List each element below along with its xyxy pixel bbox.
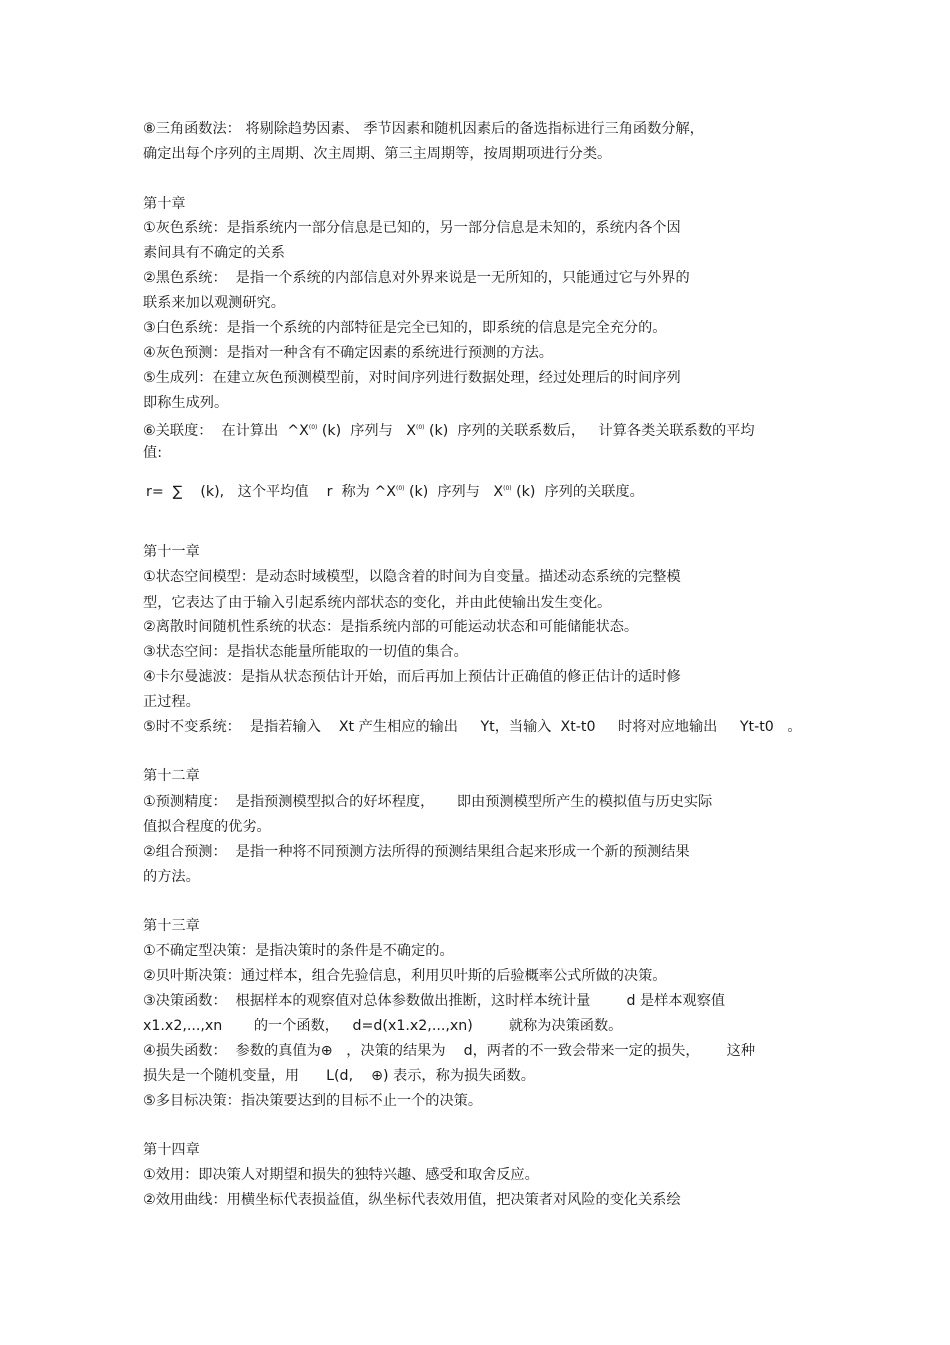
text-fragment: r= ∑ (k), 这个平均值 r 称为 ^X	[146, 484, 396, 500]
text-line: ⑧三角函数法： 将剔除趋势因素、 季节因素和随机因素后的备选指标进行三角函数分解，	[143, 121, 704, 137]
text-line: ③状态空间：是指状态能量所能取的一切值的集合。	[143, 644, 468, 660]
relevance-definition-line	[143, 419, 755, 440]
text-line: 损失是一个随机变量，用 L(d, ⊕) 表示，称为损失函数。	[143, 1068, 535, 1084]
text-line: x1.x2,...,xn 的一个函数， d=d(x1.x2,...,xn) 就称为决策函数。	[143, 1018, 623, 1034]
text-fragment: ⑥关联度： 在计算出 ^X	[143, 423, 309, 439]
text-line: ④损失函数： 参数的真值为⊕ ，决策的结果为 d，两者的不一致会带来一定的损失， 这种	[143, 1043, 756, 1059]
text-line: 值:	[143, 445, 162, 461]
text-line: ①不确定型决策：是指决策时的条件是不确定的。	[143, 943, 454, 959]
text-line: ⑤时不变系统： 是指若输入 Xt 产生相应的输出 Yt，当输入 Xt-t0 时将对应地输出 Yt-t0 。	[143, 719, 802, 735]
text-line: ②贝叶斯决策：通过样本，组合先验信息，利用贝叶斯的后验概率公式所做的决策。	[143, 968, 667, 984]
text-line: ④卡尔曼滤波：是指从状态预估计开始，而后再加上预估计正确值的修正估计的适时修	[143, 669, 681, 685]
text-line: ②效用曲线：用横坐标代表损益值，纵坐标代表效用值，把决策者对风险的变化关系绘	[143, 1192, 681, 1208]
text-fragment: (k) 序列与 X	[317, 423, 417, 439]
text-fragment: (k) 序列的关联系数后， 计算各类关联系数的平均	[424, 423, 755, 439]
text-line: ②组合预测： 是指一种将不同预测方法所得的预测结果组合起来形成一个新的预测结果	[143, 844, 690, 860]
text-line: ③白色系统：是指一个系统的内部特征是完全已知的，即系统的信息是完全充分的。	[143, 320, 667, 336]
chapter-heading: 第十三章	[143, 918, 200, 934]
text-line: 素间具有不确定的关系	[143, 245, 285, 261]
text-line: ①灰色系统：是指系统内一部分信息是已知的，另一部分信息是未知的，系统内各个因	[143, 220, 681, 236]
text-line: 正过程。	[143, 694, 200, 710]
text-line: ⑤生成列：在建立灰色预测模型前，对时间序列进行数据处理，经过处理后的时间序列	[143, 370, 681, 386]
text-line: 确定出每个序列的主周期、次主周期、第三主周期等，按周期项进行分类。	[143, 146, 612, 162]
text-line: 即称生成列。	[143, 395, 229, 411]
text-line: ①状态空间模型：是动态时域模型，以隐含着的时间为自变量。描述动态系统的完整模	[143, 569, 681, 585]
text-line: ①预测精度： 是指预测模型拟合的好坏程度， 即由预测模型所产生的模拟值与历史实际	[143, 794, 713, 810]
text-line: 型，它表达了由于输入引起系统内部状态的变化，并由此使输出发生变化。	[143, 595, 612, 611]
chapter-heading: 第十一章	[143, 544, 200, 560]
text-line: 联系来加以观测研究。	[143, 295, 285, 311]
text-fragment: (k) 序列的关联度。	[511, 484, 644, 500]
chapter-heading: 第十章	[143, 196, 186, 212]
text-line: 值拟合程度的优劣。	[143, 819, 271, 835]
text-line: ②黑色系统： 是指一个系统的内部信息对外界来说是一无所知的，只能通过它与外界的	[143, 270, 690, 286]
text-line: ④灰色预测：是指对一种含有不确定因素的系统进行预测的方法。	[143, 345, 553, 361]
text-line: ②离散时间随机性系统的状态：是指系统内部的可能运动状态和可能储能状态。	[143, 619, 639, 635]
text-line: ⑤多目标决策：指决策要达到的目标不止一个的决策。	[143, 1093, 483, 1109]
text-line: ①效用：即决策人对期望和损失的独特兴趣、感受和取舍反应。	[143, 1167, 539, 1183]
chapter-heading: 第十四章	[143, 1142, 200, 1158]
text-line: ③决策函数： 根据样本的观察值对总体参数做出推断，这时样本统计量 d 是样本观察值	[143, 993, 726, 1009]
text-line: 的方法。	[143, 869, 200, 885]
chapter-heading: 第十二章	[143, 768, 200, 784]
text-fragment: (k) 序列与 X	[404, 484, 504, 500]
superscript: (0)	[396, 485, 405, 492]
superscript: (0)	[416, 424, 425, 431]
superscript: (0)	[308, 424, 318, 431]
superscript: (0)	[503, 485, 512, 492]
relevance-formula-line	[146, 480, 644, 501]
